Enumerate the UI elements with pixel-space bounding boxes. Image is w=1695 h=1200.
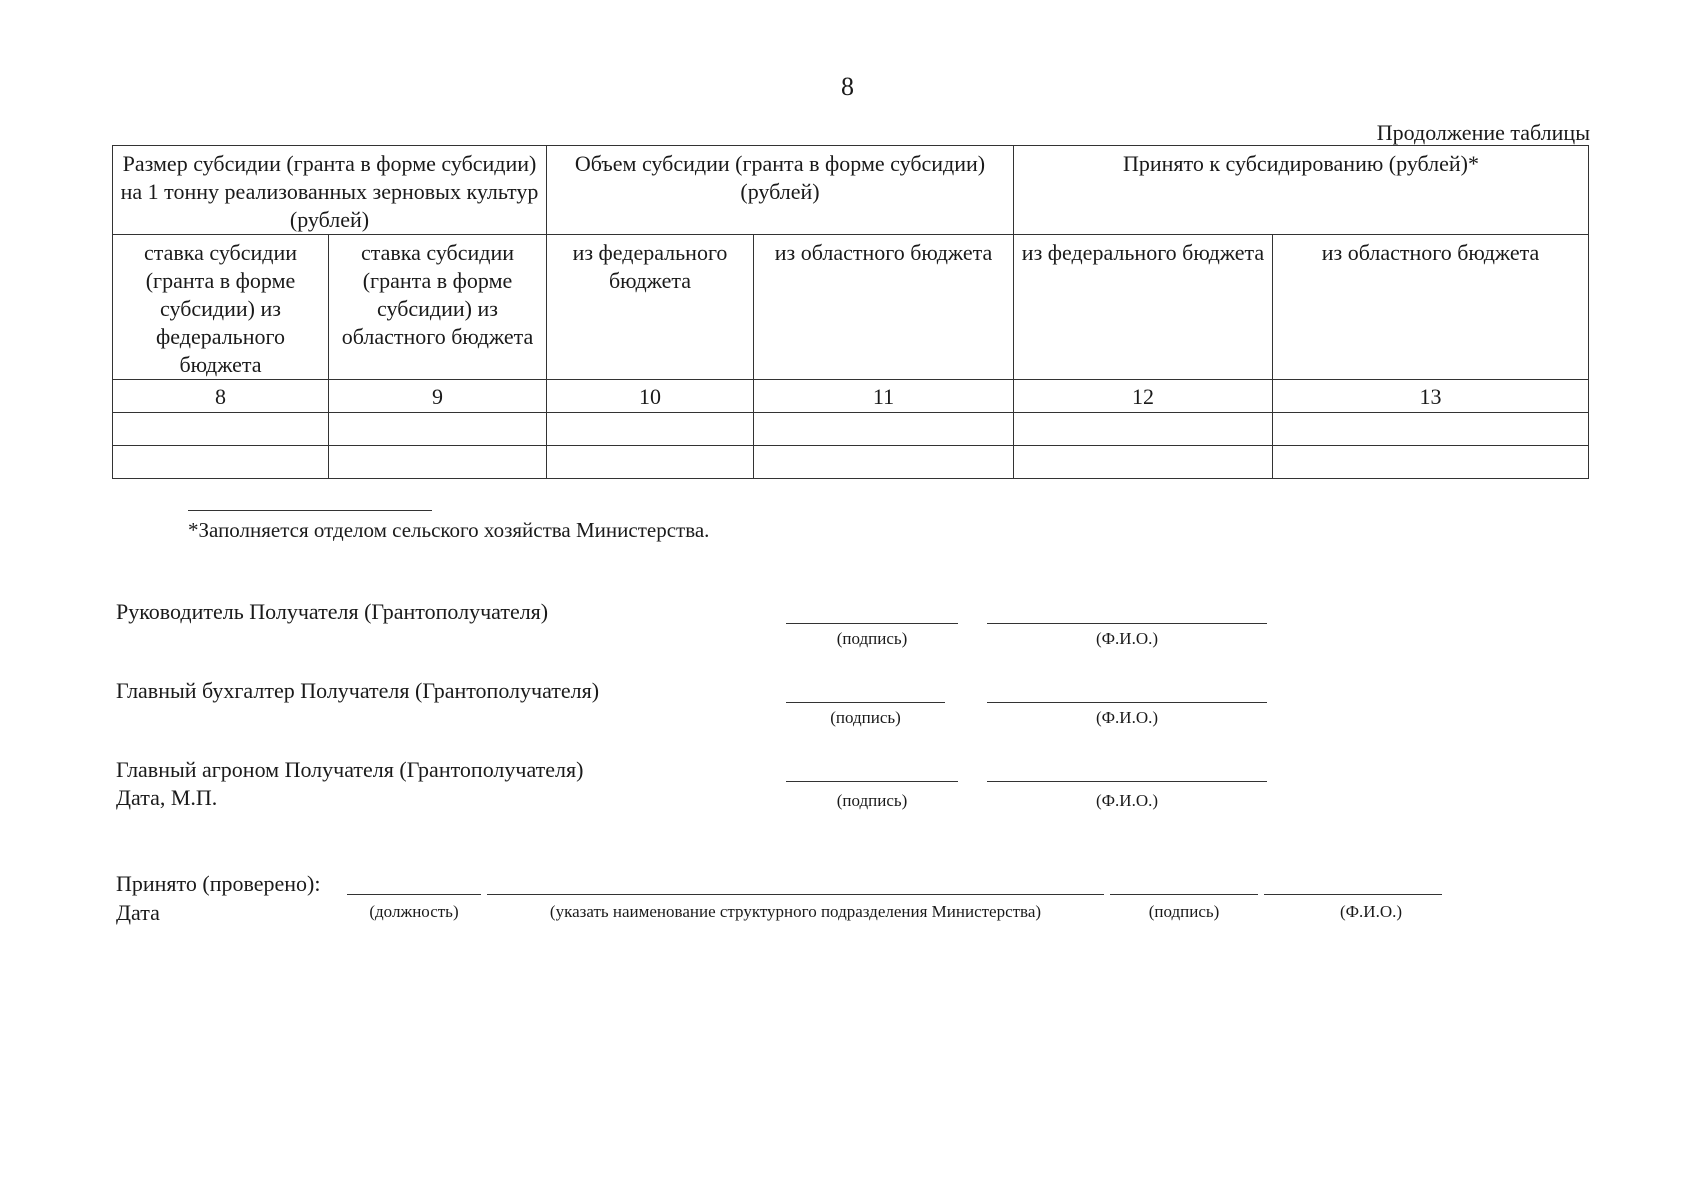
group-header-volume: Объем субсидии (гранта в форме субсидии) (рублей) <box>547 146 1014 235</box>
footnote: *Заполняется отделом сельского хозяйства Министерства. <box>188 518 710 542</box>
group-header-accepted: Принято к субсидированию (рублей)* <box>1014 146 1589 235</box>
name-caption: (Ф.И.О.) <box>1339 902 1403 921</box>
group-header-row <box>113 146 1589 235</box>
sub-header-federal-accepted: из федерального бюджета <box>1014 235 1273 380</box>
name-line[interactable] <box>987 623 1267 624</box>
table-cell[interactable] <box>1273 413 1589 446</box>
column-number: 13 <box>1273 380 1589 413</box>
column-number: 12 <box>1014 380 1273 413</box>
signature-line[interactable] <box>786 781 958 782</box>
group-header-rate: Размер субсидии (гранта в форме субсидии) на 1 тонну реализованных зерновых культур (рублей) <box>113 146 547 235</box>
position-line[interactable] <box>347 894 481 895</box>
column-number: 9 <box>329 380 547 413</box>
position-caption: (должность) <box>369 902 459 921</box>
signature-role-agronomist: Главный агроном Получателя (Грантополучателя) <box>116 757 584 782</box>
table-cell[interactable] <box>754 413 1014 446</box>
table-row <box>113 446 1589 479</box>
department-line[interactable] <box>487 894 1104 895</box>
table-cell[interactable] <box>1273 446 1589 479</box>
table-cell[interactable] <box>1014 446 1273 479</box>
signature-role-head: Руководитель Получателя (Грантополучателя) <box>116 599 549 624</box>
signature-line[interactable] <box>786 623 958 624</box>
department-caption: (указать наименование структурного подразделения Министерства) <box>549 902 1042 921</box>
signature-line[interactable] <box>1110 894 1258 895</box>
name-caption: (Ф.И.О.) <box>1095 708 1159 727</box>
accepted-label: Принято (проверено): <box>116 871 321 896</box>
signature-caption: (подпись) <box>836 629 908 648</box>
page-number: 8 <box>841 72 854 101</box>
table-cell[interactable] <box>547 413 754 446</box>
date-stamp-label: Дата, М.П. <box>116 785 218 810</box>
name-line[interactable] <box>987 702 1267 703</box>
name-caption: (Ф.И.О.) <box>1095 791 1159 810</box>
sub-header-federal-volume: из федерального бюджета <box>547 235 754 380</box>
signature-role-accountant: Главный бухгалтер Получателя (Грантополучателя) <box>116 678 600 703</box>
table-cell[interactable] <box>113 413 329 446</box>
table-cell[interactable] <box>1014 413 1273 446</box>
table-cell[interactable] <box>754 446 1014 479</box>
name-line[interactable] <box>1264 894 1442 895</box>
sub-header-federal-rate: ставка субсидии (гранта в форме субсидии) из федерального бюджета <box>113 235 329 380</box>
sub-header-row <box>113 235 1589 380</box>
accepted-date-label: Дата <box>116 900 160 925</box>
column-number: 10 <box>547 380 754 413</box>
table-cell[interactable] <box>547 446 754 479</box>
signature-caption: (подпись) <box>836 791 908 810</box>
table-cell[interactable] <box>329 413 547 446</box>
signature-line[interactable] <box>786 702 945 703</box>
column-number-row <box>113 380 1589 413</box>
signature-caption: (подпись) <box>830 708 901 727</box>
signature-caption: (подпись) <box>1148 902 1220 921</box>
table-cell[interactable] <box>329 446 547 479</box>
table-row <box>113 413 1589 446</box>
name-line[interactable] <box>987 781 1267 782</box>
footnote-separator <box>188 510 432 511</box>
sub-header-regional-accepted: из областного бюджета <box>1273 235 1589 380</box>
column-number: 11 <box>754 380 1014 413</box>
table-continuation-label: Продолжение таблицы <box>1376 120 1590 145</box>
sub-header-regional-rate: ставка субсидии (гранта в форме субсидии) из областного бюджета <box>329 235 547 380</box>
name-caption: (Ф.И.О.) <box>1095 629 1159 648</box>
table-cell[interactable] <box>113 446 329 479</box>
column-number: 8 <box>113 380 329 413</box>
sub-header-regional-volume: из областного бюджета <box>754 235 1014 380</box>
subsidy-table <box>112 145 1589 479</box>
